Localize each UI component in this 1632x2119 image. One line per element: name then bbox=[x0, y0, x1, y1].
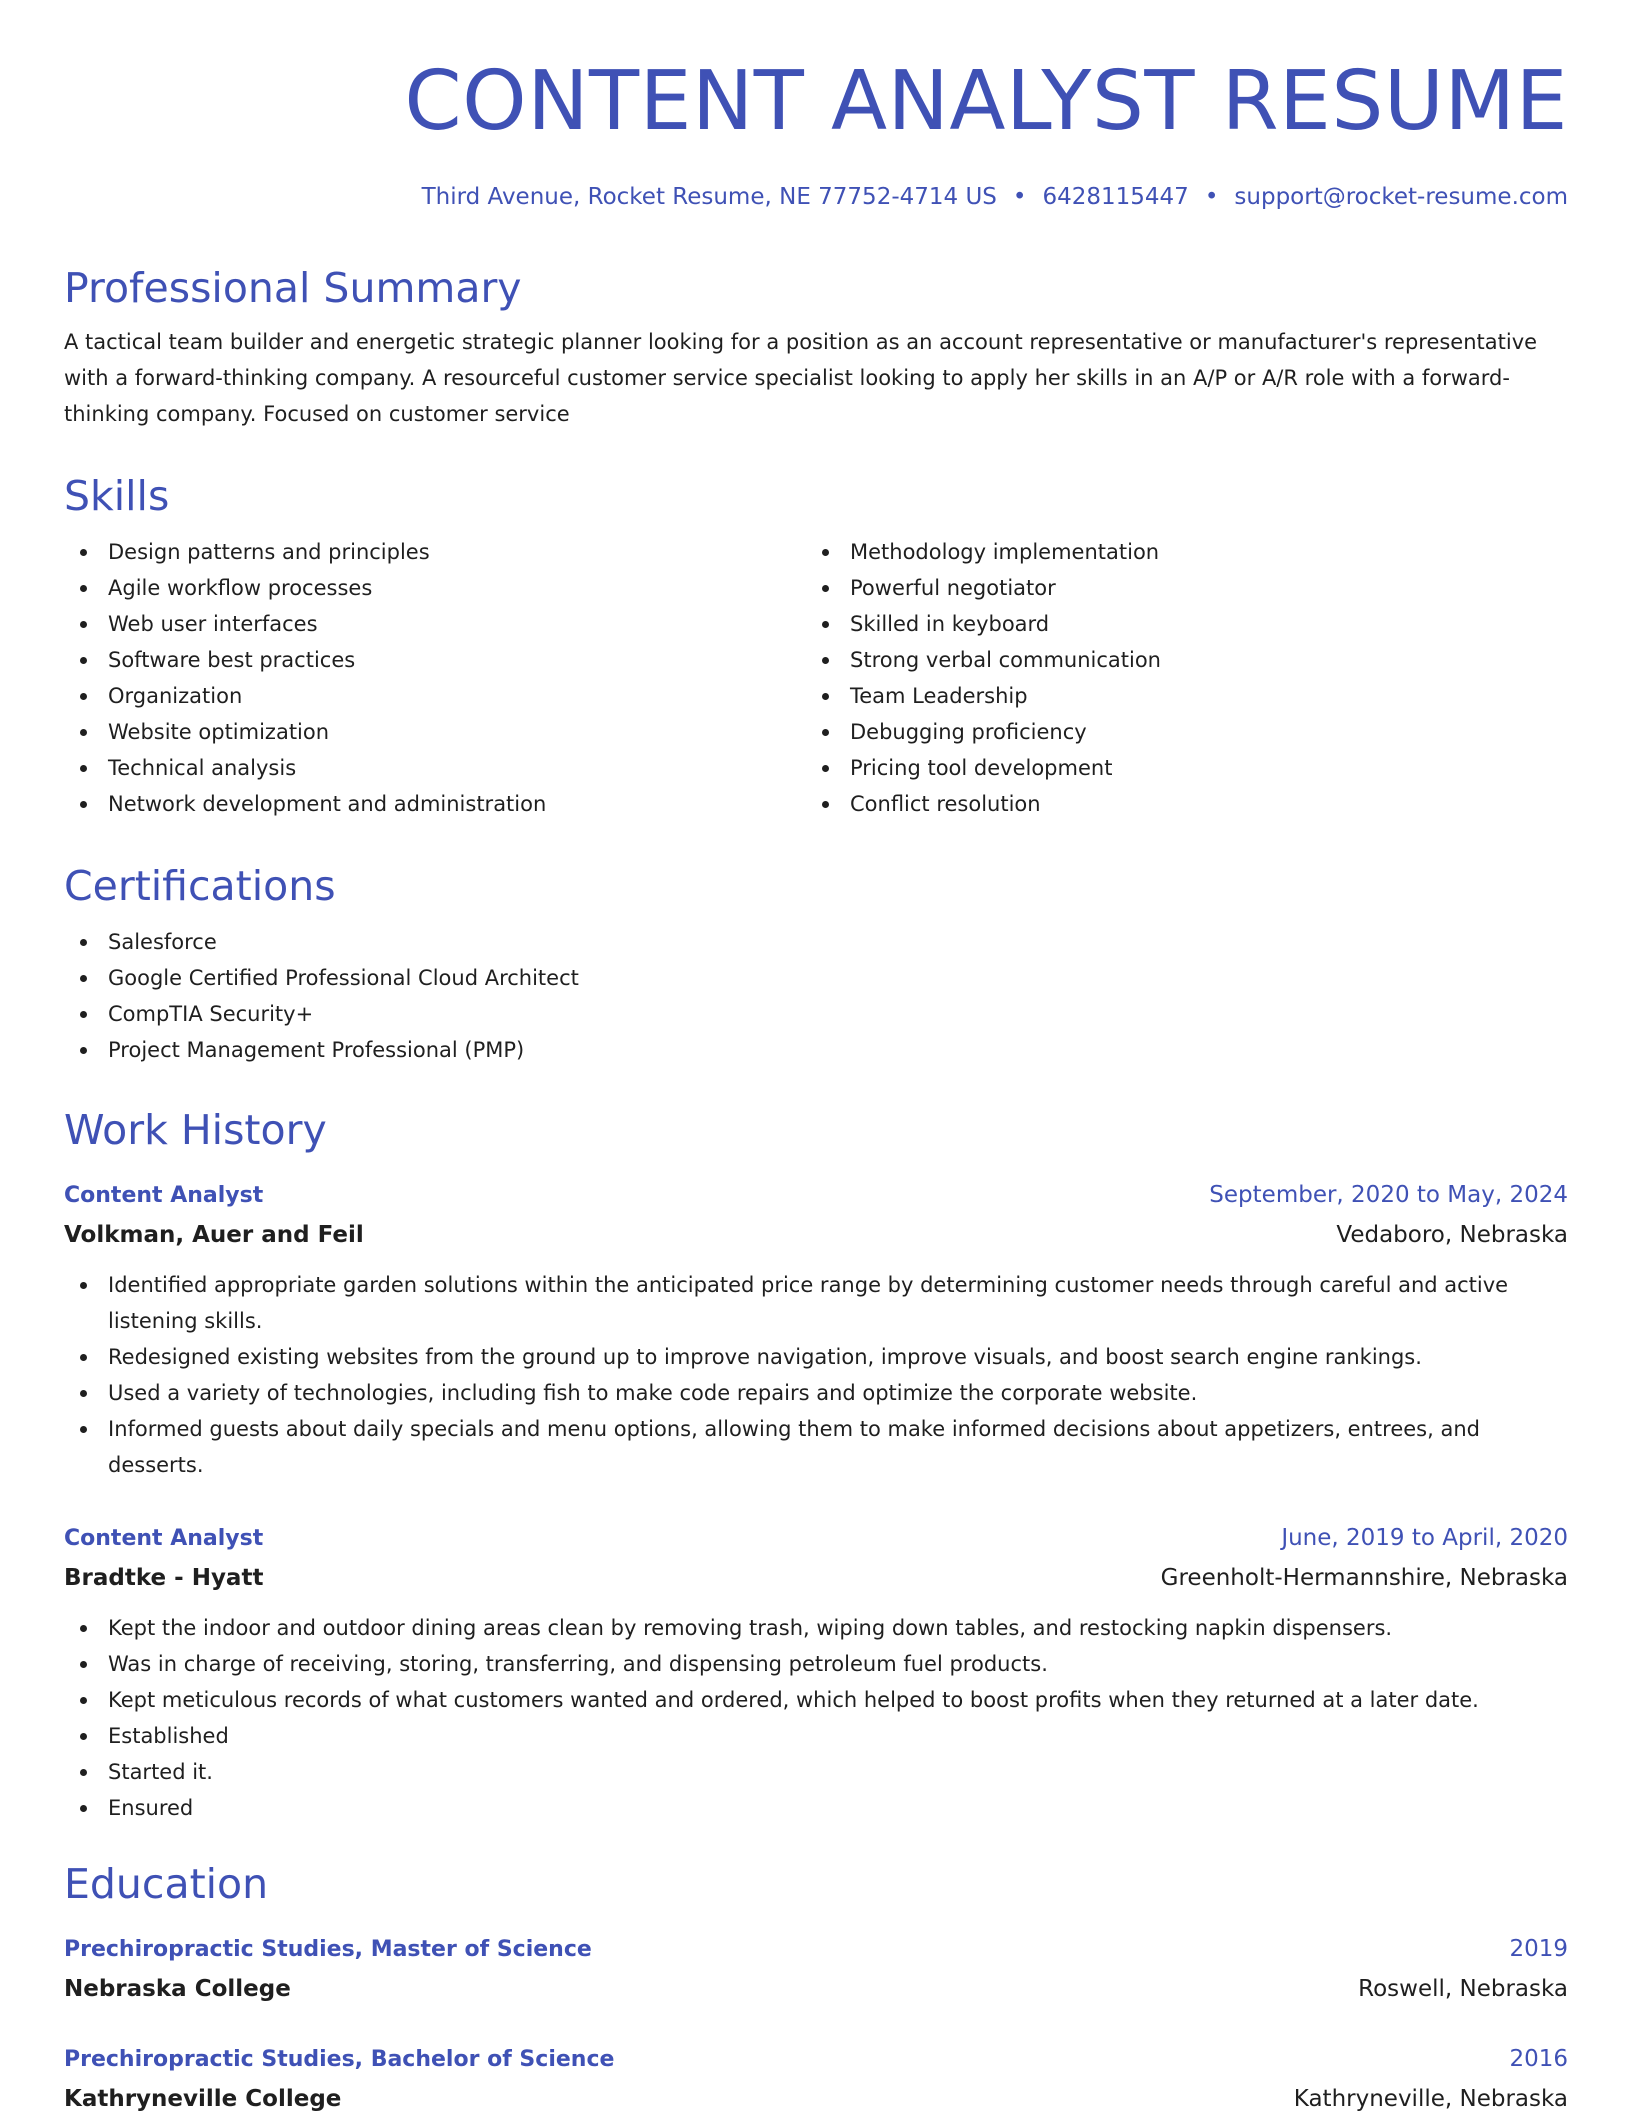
skills-list-right bbox=[806, 534, 1548, 822]
contact-address: Third Avenue, Rocket Resume, NE 77752-4714 US bbox=[421, 184, 997, 210]
skill-item: Skilled in keyboard bbox=[806, 606, 1548, 642]
skill-item: Network development and administration bbox=[64, 786, 806, 822]
job-company-row bbox=[64, 1558, 1568, 1598]
skill-item: Team Leadership bbox=[806, 678, 1548, 714]
education-location: Roswell, Nebraska bbox=[1358, 1976, 1568, 2002]
education-school-row bbox=[64, 2079, 1568, 2119]
education-school-row bbox=[64, 1969, 1568, 2009]
education-location: Kathryneville, Nebraska bbox=[1293, 2086, 1568, 2112]
skills-section bbox=[64, 470, 1568, 822]
job-bullet: Used a variety of technologies, including fish to make code repairs and optimize the corporate website. bbox=[64, 1375, 1568, 1411]
job-company: Volkman, Auer and Feil bbox=[64, 1222, 364, 1248]
skill-item: Conflict resolution bbox=[806, 786, 1548, 822]
job-entry bbox=[64, 1519, 1568, 1826]
job-bullet: Ensured bbox=[64, 1790, 1568, 1826]
skill-item: Powerful negotiator bbox=[806, 570, 1548, 606]
education-header-row bbox=[64, 2040, 1568, 2079]
job-company-row bbox=[64, 1215, 1568, 1255]
education-title: Education bbox=[64, 1860, 269, 1908]
skill-item: Organization bbox=[64, 678, 806, 714]
job-header-row bbox=[64, 1176, 1568, 1215]
job-dates: September, 2020 to May, 2024 bbox=[1209, 1182, 1568, 1208]
certification-item: Salesforce bbox=[64, 924, 1568, 960]
contact-email[interactable]: support@rocket-resume.com bbox=[1234, 184, 1568, 210]
skill-item: Agile workflow processes bbox=[64, 570, 806, 606]
skill-item: Strong verbal communication bbox=[806, 642, 1548, 678]
summary-section bbox=[64, 262, 1568, 432]
contact-separator: • bbox=[1012, 184, 1027, 210]
job-location: Greenholt-Hermannshire, Nebraska bbox=[1160, 1565, 1568, 1591]
skill-item: Debugging proficiency bbox=[806, 714, 1548, 750]
education-entry bbox=[64, 1930, 1568, 2009]
skill-item: Pricing tool development bbox=[806, 750, 1548, 786]
education-school: Kathryneville College bbox=[64, 2086, 342, 2112]
education-degree: Prechiropractic Studies, Master of Science bbox=[64, 1937, 592, 1962]
contact-separator: • bbox=[1204, 184, 1219, 210]
skill-item: Website optimization bbox=[64, 714, 806, 750]
job-company: Bradtke - Hyatt bbox=[64, 1565, 264, 1591]
skill-item: Software best practices bbox=[64, 642, 806, 678]
job-title: Content Analyst bbox=[64, 1526, 264, 1551]
job-bullet: Kept meticulous records of what customers wanted and ordered, which helped to boost profits when they returned at a later date. bbox=[64, 1682, 1568, 1718]
job-bullets bbox=[64, 1610, 1568, 1826]
job-header-row bbox=[64, 1519, 1568, 1558]
summary-title: Professional Summary bbox=[64, 264, 522, 312]
certifications-title: Certifications bbox=[64, 862, 336, 910]
certification-item: Project Management Professional (PMP) bbox=[64, 1032, 1568, 1068]
job-bullet: Identified appropriate garden solutions within the anticipated price range by determining customer needs through careful and active listening skills. bbox=[64, 1267, 1568, 1339]
skills-title: Skills bbox=[64, 472, 170, 520]
job-entry bbox=[64, 1176, 1568, 1483]
skill-item: Web user interfaces bbox=[64, 606, 806, 642]
job-dates: June, 2019 to April, 2020 bbox=[1281, 1525, 1568, 1551]
resume-name: CONTENT ANALYST RESUME bbox=[404, 54, 1568, 149]
education-school: Nebraska College bbox=[64, 1976, 291, 2002]
certifications-section bbox=[64, 860, 1568, 1068]
summary-text: A tactical team builder and energetic strategic planner looking for a position as an account representative or manufacturer's representative with a forward-thinking company. A resourceful customer service specialist looking to apply her skills in an A/P or A/R role with a forward-thinking company. Focused on customer service bbox=[64, 330, 1538, 426]
education-year: 2016 bbox=[1509, 2046, 1568, 2072]
education-degree: Prechiropractic Studies, Bachelor of Science bbox=[64, 2047, 615, 2072]
work-history-section bbox=[64, 1104, 1568, 1156]
certification-item: CompTIA Security+ bbox=[64, 996, 1568, 1032]
work-history-title: Work History bbox=[64, 1106, 327, 1154]
education-year: 2019 bbox=[1509, 1936, 1568, 1962]
job-title: Content Analyst bbox=[64, 1183, 264, 1208]
education-entry bbox=[64, 2040, 1568, 2119]
job-bullet: Started it. bbox=[64, 1754, 1568, 1790]
job-bullet: Kept the indoor and outdoor dining areas clean by removing trash, wiping down tables, and restocking napkin dispensers. bbox=[64, 1610, 1568, 1646]
job-bullet: Redesigned existing websites from the ground up to improve navigation, improve visuals, and boost search engine rankings. bbox=[64, 1339, 1568, 1375]
job-location: Vedaboro, Nebraska bbox=[1336, 1222, 1568, 1248]
certifications-list bbox=[64, 924, 1568, 1068]
job-bullet: Was in charge of receiving, storing, transferring, and dispensing petroleum fuel products. bbox=[64, 1646, 1568, 1682]
job-bullet: Informed guests about daily specials and menu options, allowing them to make informed decisions about appetizers, entrees, and desserts. bbox=[64, 1411, 1568, 1483]
skills-list-left bbox=[64, 534, 806, 822]
skill-item: Technical analysis bbox=[64, 750, 806, 786]
education-section bbox=[64, 1858, 1568, 1910]
skill-item: Design patterns and principles bbox=[64, 534, 806, 570]
job-bullets bbox=[64, 1267, 1568, 1483]
education-header-row bbox=[64, 1930, 1568, 1969]
job-bullet: Established bbox=[64, 1718, 1568, 1754]
skill-item: Methodology implementation bbox=[806, 534, 1548, 570]
contact-line bbox=[422, 180, 1568, 214]
contact-phone[interactable]: 6428115447 bbox=[1042, 184, 1189, 210]
certification-item: Google Certified Professional Cloud Architect bbox=[64, 960, 1568, 996]
skills-columns bbox=[64, 522, 1568, 822]
